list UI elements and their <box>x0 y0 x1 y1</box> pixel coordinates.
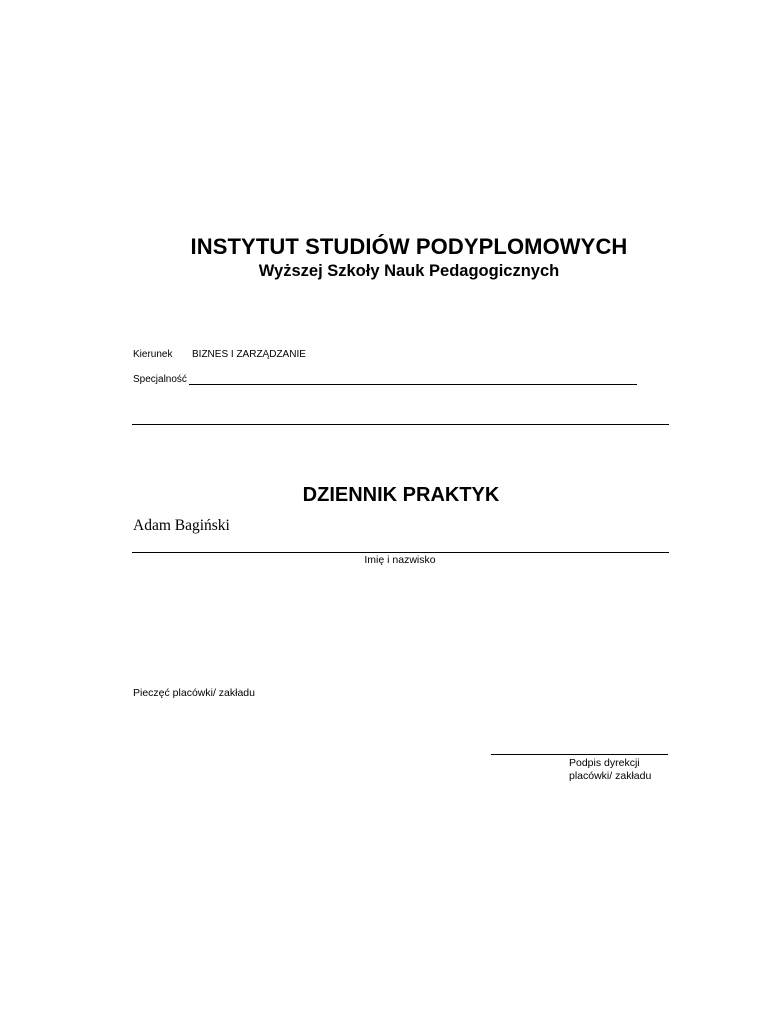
kierunek-value: BIZNES I ZARZĄDZANIE <box>192 349 306 360</box>
specjalnosc-label: Specjalność <box>133 374 187 385</box>
name-underline <box>132 552 669 553</box>
institute-title: INSTYTUT STUDIÓW PODYPLOMOWYCH <box>190 234 628 259</box>
signature-label <box>569 757 651 783</box>
signature-label-line1: Podpis dyrekcji <box>569 757 640 769</box>
signature-line <box>491 754 668 755</box>
student-name: Adam Bagiński <box>133 517 230 534</box>
specjalnosc-blank-line <box>189 384 637 385</box>
stamp-label: Pieczęć placówki/ zakładu <box>133 687 255 699</box>
signature-label-line2: placówki/ zakładu <box>569 770 652 782</box>
section-divider <box>132 424 669 425</box>
kierunek-label: Kierunek <box>133 349 173 360</box>
school-subtitle: Wyższej Szkoły Nauk Pedagogicznych <box>258 262 560 280</box>
name-caption: Imię i nazwisko <box>364 554 436 566</box>
diary-title: DZIENNIK PRAKTYK <box>302 484 500 506</box>
